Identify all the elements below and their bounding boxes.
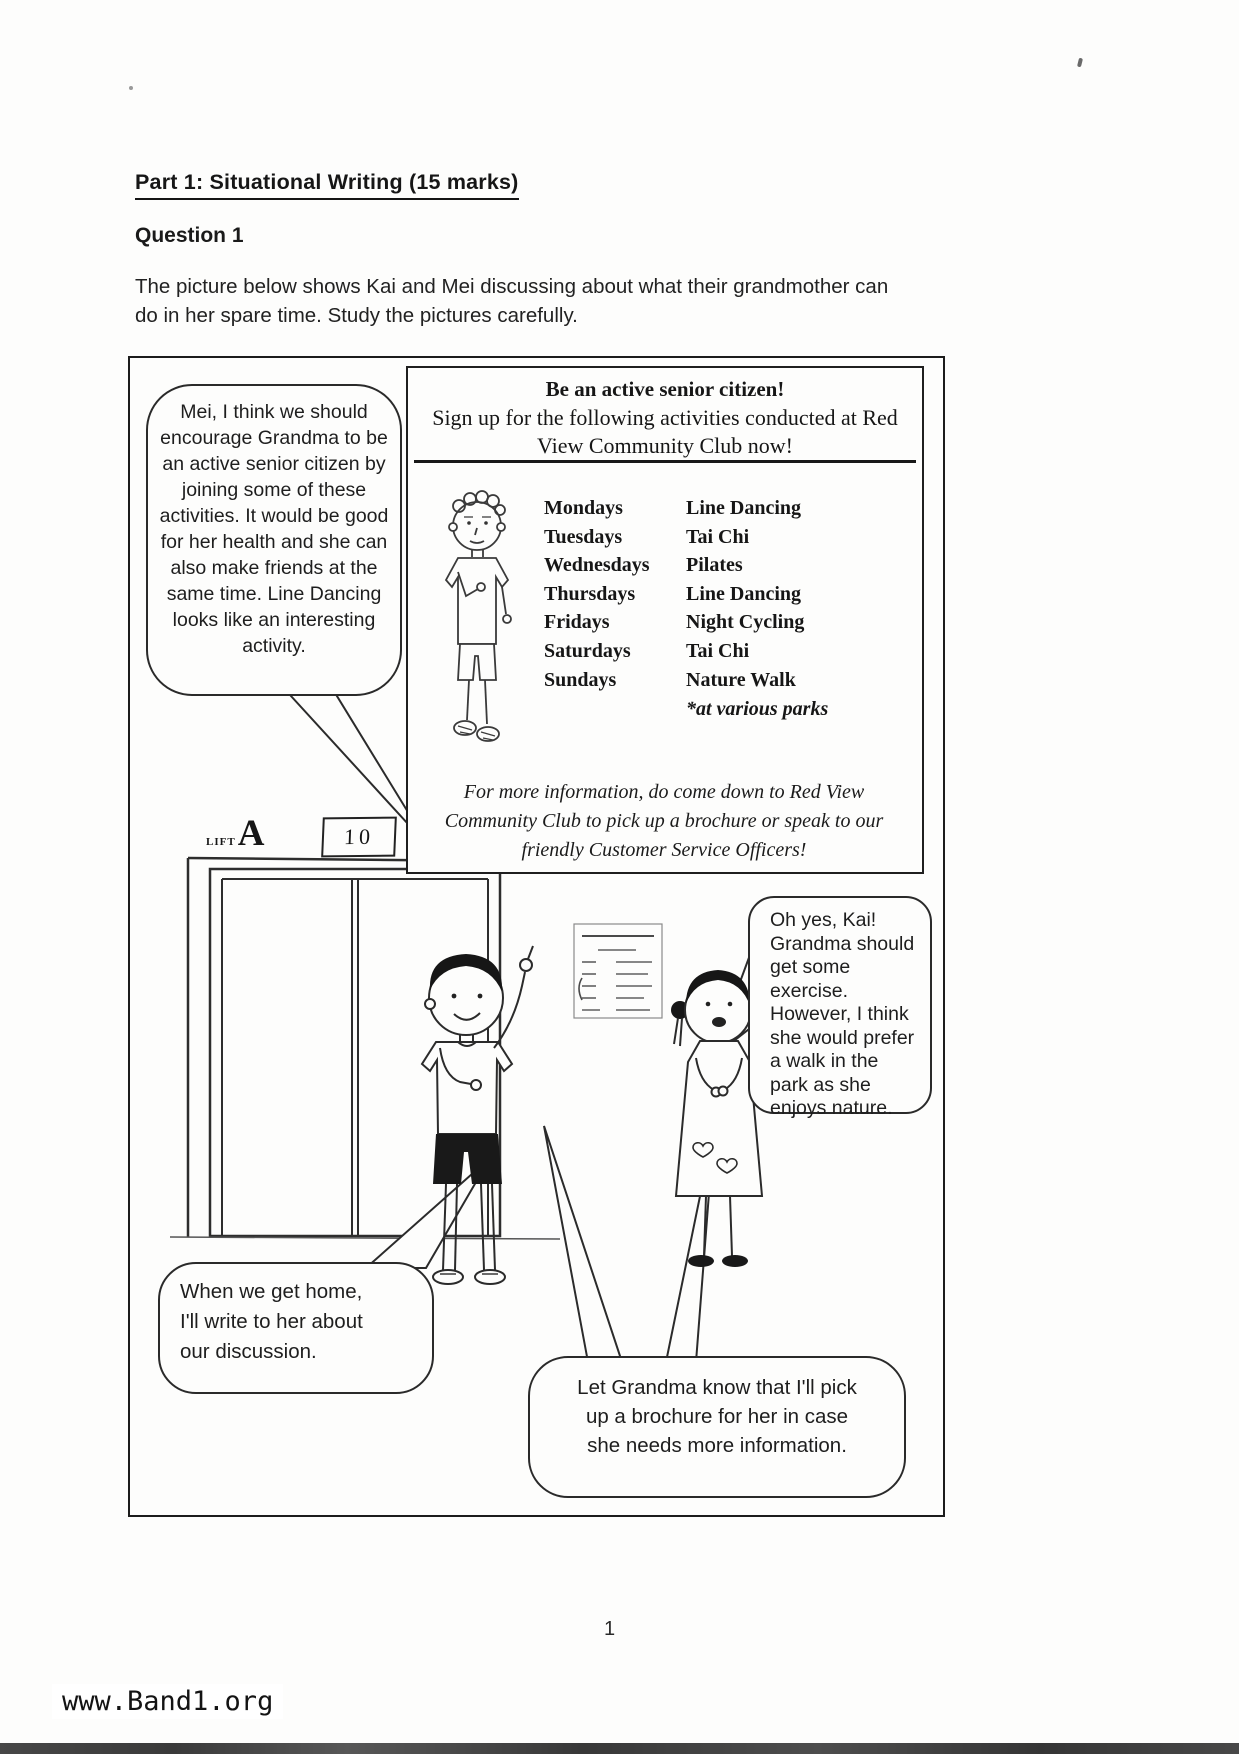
poster-divider — [414, 460, 916, 463]
scan-speck — [1077, 58, 1083, 68]
part-title: Part 1: Situational Writing (15 marks) — [135, 170, 519, 200]
schedule-activity: Tai Chi — [686, 639, 750, 662]
schedule-note: *at various parks — [686, 698, 829, 720]
schedule-row — [544, 580, 804, 609]
schedule-row — [544, 637, 804, 666]
schedule-activity: Nature Walk — [686, 668, 796, 691]
watermark: www.Band1.org — [52, 1684, 283, 1719]
schedule-activity: Night Cycling — [686, 611, 805, 634]
lift-floor-indicator — [321, 817, 397, 858]
schedule-day: Tuesdays — [544, 525, 623, 548]
instructions-line-1: The picture below shows Kai and Mei discussing about what their grandmother can — [135, 275, 889, 298]
schedule-activity: Line Dancing — [686, 582, 802, 605]
wall-notice-illustration — [574, 924, 662, 1018]
speech-bubble-mei-right: Oh yes, Kai! Grandma should get some exercise. However, I think she would prefer a walk in the park as she enjoys nature. — [748, 896, 932, 1114]
activity-schedule — [544, 494, 804, 694]
poster-title: Be an active senior citizen! — [545, 377, 785, 401]
poster-footer: For more information, do come down to Red View Community Club to pick up a brochure or speak to our friendly Customer Service Officers! — [444, 781, 884, 861]
schedule-day: Saturdays — [544, 639, 631, 662]
question-label: Question 1 — [135, 224, 244, 247]
schedule-activity: Line Dancing — [686, 497, 802, 519]
schedule-activity: Pilates — [686, 554, 743, 577]
elderly-man-illustration — [422, 484, 532, 756]
schedule-row — [544, 666, 804, 695]
schedule-day: Fridays — [544, 611, 610, 634]
schedule-row — [544, 523, 804, 552]
schedule-day: Sundays — [544, 668, 617, 691]
lift-sign-letter: A — [237, 813, 265, 854]
speech-bubble-kai-top: Mei, I think we should encourage Grandma to be an active senior citizen by joining some of these activities. It would be good for her health and she can also make friends at the same time. Line Dancing looks like an interesting activity. — [146, 384, 402, 696]
speech-bubble-mei-bottom: Let Grandma know that I'll pick up a brochure for her in case she needs more information. — [528, 1356, 906, 1498]
schedule-activity: Tai Chi — [686, 525, 750, 548]
schedule-row — [544, 608, 804, 637]
scan-speck — [129, 86, 133, 90]
activity-poster — [406, 366, 924, 874]
schedule-day: Mondays — [544, 497, 623, 519]
schedule-row — [544, 494, 804, 523]
speech-tail-mei-bottom-1 — [544, 1126, 622, 1362]
lift-sign-word: LIFT — [206, 836, 236, 848]
instructions-line-2: do in her spare time. Study the pictures carefully. — [135, 304, 578, 327]
speech-bubble-kai-bottom: When we get home, I'll write to her about our discussion. — [158, 1262, 434, 1394]
bottom-scan-bar — [0, 1743, 1239, 1754]
schedule-row — [544, 551, 804, 580]
page-number: 1 — [604, 1618, 616, 1640]
question-instructions — [135, 272, 888, 330]
figure-frame — [128, 356, 945, 1517]
lift-sign — [206, 813, 265, 854]
schedule-day: Wednesdays — [544, 554, 650, 577]
lift-floor-number: 10 — [343, 823, 375, 850]
poster-subtitle: Sign up for the following activities conducted at Red View Community Club now! — [432, 405, 898, 458]
schedule-day: Thursdays — [544, 582, 636, 605]
